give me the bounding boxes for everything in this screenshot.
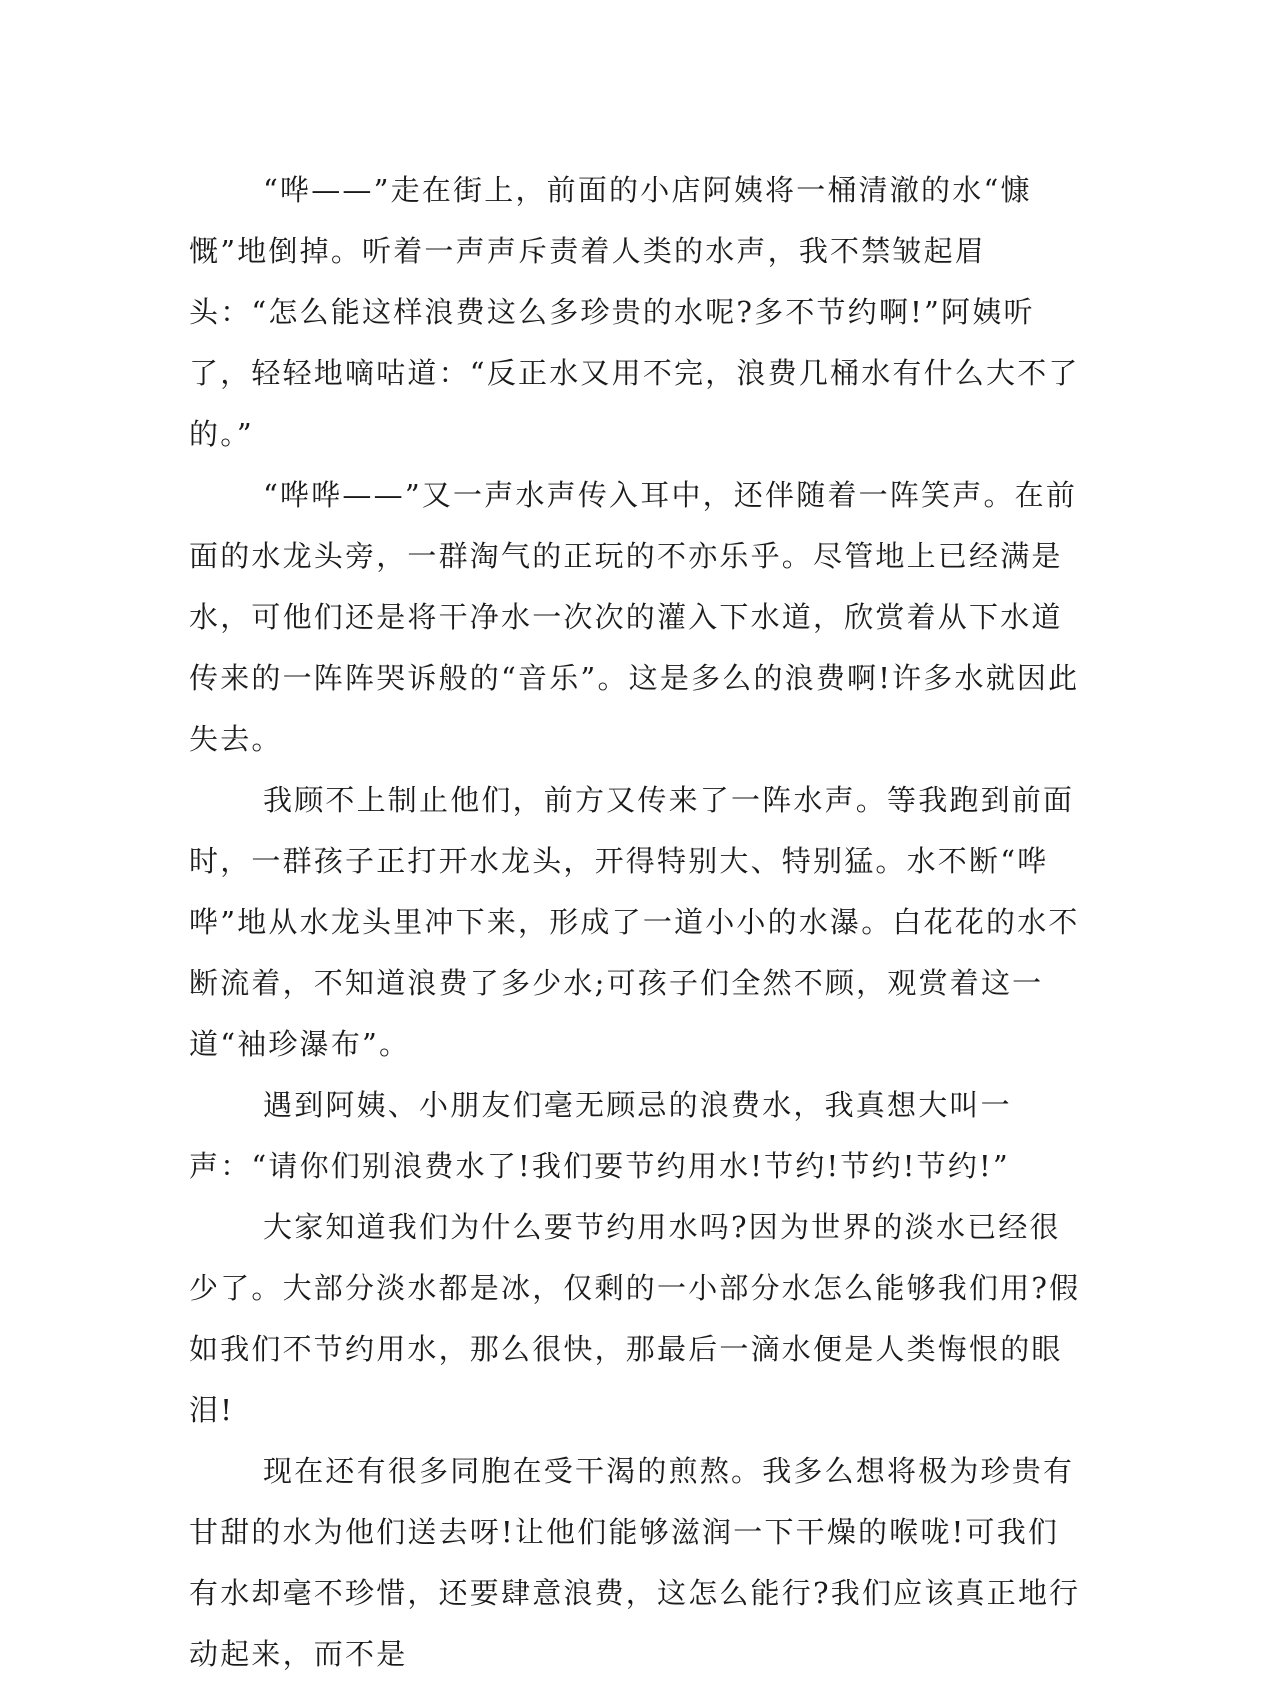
essay-body — [189, 160, 1089, 1685]
paragraph-6: 现在还有很多同胞在受干渴的煎熬。我多么想将极为珍贵有甘甜的水为他们送去呀!让他们能够滋润一下干燥的喉咙!可我们有水却毫不珍惜，还要肆意浪费，这怎么能行?我们应该真正地行动起来，而不是 — [189, 1454, 1081, 1671]
paragraph-5: 大家知道我们为什么要节约用水吗?因为世界的淡水已经很少了。大部分淡水都是冰，仅剩的一小部分水怎么能够我们用?假如我们不节约用水，那么很快，那最后一滴水便是人类悔恨的眼泪! — [189, 1210, 1081, 1427]
paragraph-3: 我顾不上制止他们，前方又传来了一阵水声。等我跑到前面时，一群孩子正打开水龙头，开得特别大、特别猛。水不断“哗哗”地从水龙头里冲下来，形成了一道小小的水瀑。白花花的水不断流着，不知道浪费了多少水;可孩子们全然不顾，观赏着这一道“袖珍瀑布”。 — [189, 783, 1080, 1061]
paragraph-2: “哗哗——”又一声水声传入耳中，还伴随着一阵笑声。在前面的水龙头旁，一群淘气的正玩的不亦乐乎。尽管地上已经满是水，可他们还是将干净水一次次的灌入下水道，欣赏着从下水道传来的一阵阵哭诉般的“音乐”。这是多么的浪费啊!许多水就因此失去。 — [189, 478, 1080, 756]
paragraph-1: “哗——”走在街上，前面的小店阿姨将一桶清澈的水“慷慨”地倒掉。听着一声声斥责着人类的水声，我不禁皱起眉头：“怎么能这样浪费这么多珍贵的水呢?多不节约啊!”阿姨听了，轻轻地嘀咕道：“反正水又用不完，浪费几桶水有什么大不了的。” — [189, 173, 1080, 451]
paragraph-4: 遇到阿姨、小朋友们毫无顾忌的浪费水，我真想大叫一声：“请你们别浪费水了!我们要节约用水!节约!节约!节约!” — [189, 1088, 1012, 1183]
